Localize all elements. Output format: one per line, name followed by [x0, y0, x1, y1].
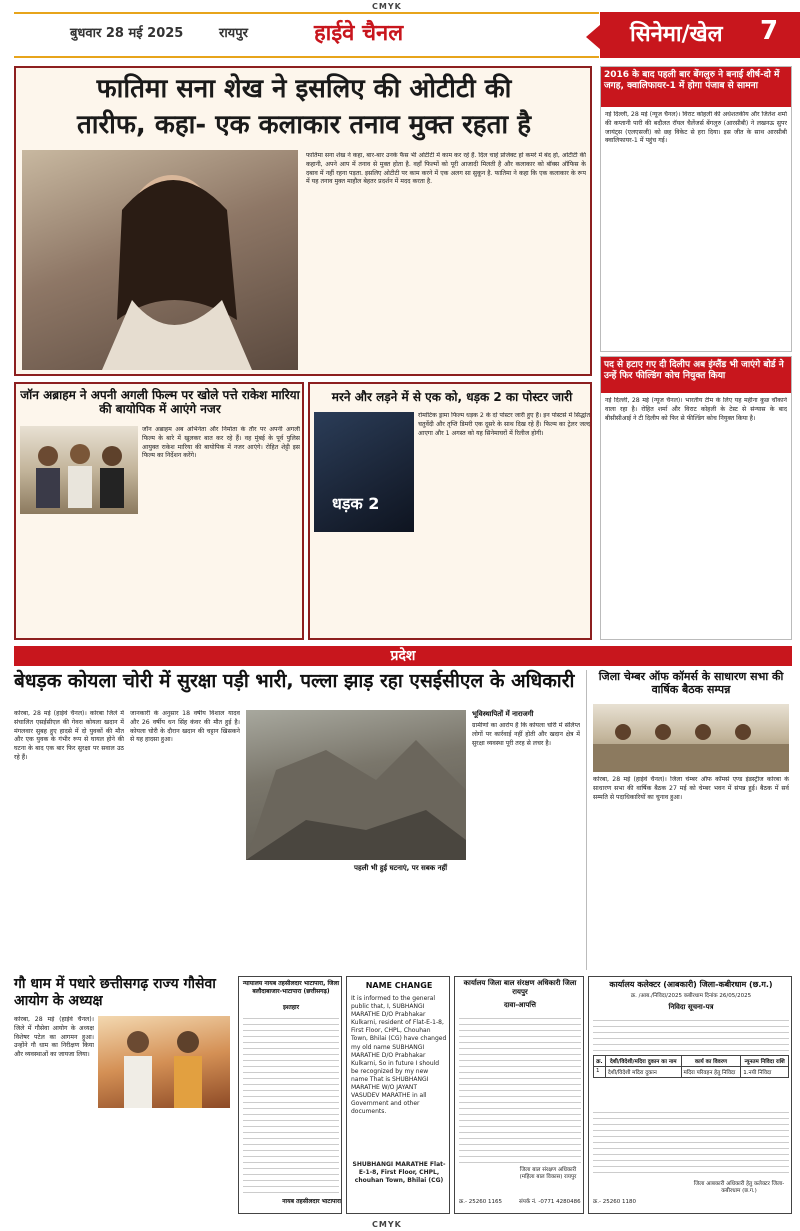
registrar-title: कार्यालय जिला बाल संरक्षण अधिकारी जिला रायपुर [463, 979, 577, 996]
kawardha-cell-4: 1.नयी निविदा [741, 1067, 789, 1078]
registrar-sub: दावा-आपत्ति [504, 1001, 536, 1009]
kawardha-cell-3: मदिरा परिवहन हेतु निविदा [681, 1067, 741, 1078]
name-change-notice [346, 976, 450, 1214]
header-left [14, 12, 599, 58]
kawardha-col-4: न्यूनतम निविदा राशि [741, 1056, 789, 1067]
lead-headline-1: फातिमा सना शेख ने इसलिए की ओटीटी की [96, 74, 512, 104]
cricket-body-1: नई दिल्ली, 28 मई (न्यूज चैनल)। विराट कोहली की अर्धशतकीय और जितेश शर्मा की कप्तानी पारी की बदौलत रॉयल चैलेंजर्स बेंगलुरु (आरसीबी) ने लखनऊ सुपर जायंट्स (एलएसजी) को छह विकेट से हरा दिया। इस जीत के साथ आरसीबी क्वालिफायर-1 में पहुंच गई। [605, 111, 787, 145]
registrar-notice [454, 976, 584, 1214]
court-notice-sub: इश्तहार [282, 1004, 300, 1011]
kawardha-phone: क्र.- 25260 1180 [593, 1199, 636, 1205]
gau-story [14, 976, 234, 1214]
dhadak-body: रोमांटिक ड्रामा फिल्म धड़क 2 के दो पोस्टर जारी हुए हैं। इन पोस्टर्स में सिद्धांत चतुर्वेदी और तृप्ति डिमरी एक दूसरे के साथ दिख रहे हैं। फिल्म का ट्रेलर जल्द आएगा और 1 अगस्त को यह सिनेमाघरों में रिलीज होगी। [418, 412, 590, 437]
kawardha-col-1: क्र. [594, 1056, 606, 1067]
people-garland-icon [98, 1016, 230, 1108]
coal-photo [246, 710, 466, 860]
section-band: प्रदेश [14, 646, 792, 666]
gau-headline: गौ धाम में पधारे छत्तीसगढ़ राज्य गौसेवा आयोग के अध्यक्ष [14, 976, 216, 1009]
dhadak-headline: मरने और लड़ने में से एक को, धड़क 2 का पोस्टर जारी [331, 390, 573, 404]
rock-cliff-icon [246, 710, 466, 860]
court-notice-text-lines [243, 1013, 339, 1193]
coal-sub-1: भूविस्थापितों में नाराजगी [472, 710, 534, 718]
registrar-phone: क्र.- 25260 1165 [459, 1199, 502, 1205]
court-notice-footer: नायब तहसीलदार भाटापारा [282, 1198, 341, 1205]
name-change-sign: SHUBHANGI MARATHE Flat-E-1-8, First Floor, CHPL, chouhan Town, Bhilai (CG) [352, 1161, 446, 1185]
gau-body: कोरबा, 28 मई (हाईवे चैनल)। जिले में गौसेवा आयोग के अध्यक्ष विशेषर पटेल का आगमन हुआ। उन्होंने गौ धाम का निरीक्षण किया और व्यवस्थाओं का जायजा लिया। [14, 1016, 94, 1059]
registrar-footer: जिला बाल संरक्षण अधिकारी (महिला बाल विकास) रायपुर [519, 1167, 577, 1181]
kawardha-text-lines [593, 1015, 789, 1051]
cricket-story-2 [600, 356, 792, 640]
john-photo [20, 426, 138, 514]
section-title: सिनेमा/खेल [630, 22, 723, 47]
header-date: बुधवार 28 मई 2025 [70, 26, 184, 41]
lead-headline-2: तारीफ, कहा- एक कलाकार तनाव मुक्त रहता है [76, 110, 532, 140]
john-body: जॉन अब्राहम अब अभिनेता और निर्माता के तौर पर अपनी अगली फिल्म के बारे में खुलकर बात कर रहे हैं। वह मुंबई के पूर्व पुलिस आयुक्त राकेश मारिया की बायोपिक में नजर आएंगे। रोहित शेट्टी इस फिल्म का निर्देशन करेंगे। [142, 426, 300, 460]
john-story [14, 382, 304, 640]
commerce-headline: जिला चेम्बर ऑफ कॉमर्स के साधारण सभा की वार्षिक बैठक सम्पन्न [598, 670, 784, 697]
coal-body-3: ग्रामीणों का आरोप है कि कोयला चोरी में संलिप्त लोगों पर कार्रवाई नहीं होती और खदान क्षेत्र में सुरक्षा व्यवस्था पूरी तरह से लचर है। [472, 722, 580, 747]
cmyk-mark-top: CMYK [372, 2, 402, 11]
commerce-photo [593, 704, 789, 772]
header-right [600, 12, 800, 58]
cricket-headline-1: 2016 के बाद पहली बार बेंगलुरु ने बनाई शीर्ष-दो में जगह, क्वालिफायर-1 में होगा पंजाब से सामना [601, 67, 791, 107]
john-headline: जॉन अब्राहम ने अपनी अगली फिल्म पर खोले पत्ते राकेश मारिया की बायोपिक में आएंगे नजर [20, 388, 300, 417]
cricket-body-2: नई दिल्ली, 28 मई (न्यूज चैनल)। भारतीय टीम के लिए यह महीना कुछ चौंकाने वाला रहा है। रोहित शर्मा और विराट कोहली के टेस्ट से संन्यास के बाद बीसीसीआई ने टी दिलीप को फिर से फील्डिंग कोच नियुक्त किया है। [605, 397, 787, 422]
court-notice-title: न्यायालय नायब तहसीलदार भाटापारा, जिला बलौदाबाजार-भाटापारा (छत्तीसगढ़) [242, 980, 340, 995]
kawardha-table [593, 1055, 789, 1078]
kawardha-col-2: देशी/विदेशी/मदिरा दुकान का नाम [605, 1056, 681, 1067]
group-people-icon [20, 426, 138, 514]
coal-sub-2: पहली भी हुई घटनाएं, पर सबक नहीं [354, 864, 448, 872]
kawardha-ref: क्र. /आब./निविदा/2025 कबीरधाम दिनांक 26/05/2025 [630, 993, 752, 999]
name-change-title: NAME CHANGE [365, 981, 433, 990]
coal-headline: बेधड़क कोयला चोरी में सुरक्षा पड़ी भारी, पल्ला झाड़ रहा एसईसीएल के अधिकारी [14, 670, 575, 692]
kawardha-title: कार्यालय कलेक्टर (आबकारी) जिला-कबीरधाम (छ.ग.) [609, 980, 773, 989]
meeting-group-icon [593, 704, 789, 772]
name-change-body: It is informed to the general public that, I, SUBHANGI MARATHE D/O Prabhakar Kulkarni, resident of Flat-E-1-8, First Floor, CHPL, Chouhan Town, Bhilai (CG) have changed my old name SUBHANGI MARATHE D/O Prabhakar Kulkarni, So in future I should be recognized by my new name That is SHUBHANGI MARATHE W/O JAYANT VASUDEV MARATHE in all Government and other documents. [351, 995, 447, 1116]
kawardha-footer: जिला आबकारी अधिकारी हेतु कलेक्टर जिला-कबीरधाम (छ.ग.) [693, 1181, 785, 1195]
page-number: 7 [760, 16, 779, 46]
registrar-text-lines [459, 1013, 581, 1163]
header-brand: हाईवे चैनल [314, 21, 404, 46]
dhadak-poster-title: धड़क 2 [332, 494, 380, 513]
header-city: रायपुर [219, 26, 248, 41]
kawardha-cell-1: 1 [594, 1067, 606, 1078]
court-notice [238, 976, 342, 1214]
kawardha-notice [588, 976, 792, 1214]
dhadak-poster [314, 412, 414, 532]
commerce-body: कोरबा, 28 मई (हाईवे चैनल)। जिला चेम्बर ऑफ कॉमर्स एण्ड इंडस्ट्रीज कोरबा के साधारण सभा की वार्षिक बैठक 27 मई को चेम्बर भवन में संपन्न हुई। बैठक में सर्व सम्मति से पदाधिकारियों का चुनाव हुआ। [593, 776, 789, 801]
kawardha-sub: निविदा सूचना-पत्र [668, 1003, 714, 1011]
registrar-email: संपर्क नं. -0771 4280486 [519, 1199, 581, 1205]
actress-silhouette-icon [22, 150, 298, 370]
coal-body-2: जानकारी के अनुसार 18 वर्षीय विशाल यादव और 26 वर्षीय धन सिंह कंवर की मौत हुई है। कोयला चोरी के दौरान खदान की चट्टान खिसकने से यह हादसा हुआ। [130, 710, 240, 744]
gau-photo [98, 1016, 230, 1108]
lead-photo [22, 150, 298, 370]
kawardha-cell-2: देशी/विदेशी मदिरा दुकान [605, 1067, 681, 1078]
cricket-story-1 [600, 66, 792, 352]
dhadak-story [308, 382, 592, 640]
lead-story [14, 66, 592, 376]
kawardha-text-lines-2 [593, 1107, 789, 1177]
cmyk-mark-bottom: CMYK [372, 1220, 402, 1229]
coal-story [14, 670, 580, 970]
commerce-story [586, 670, 792, 970]
cricket-headline-2: पद से हटाए गए दी दिलीप अब इंग्लैंड भी जाएंगे बोर्ड ने उन्हें फिर फील्डिंग कोच नियुक्त किया [601, 357, 791, 393]
page-header [0, 12, 800, 58]
coal-body-1: कोरबा, 28 मई (हाईवे चैनल)। कोरबा जिले में संचालित एसईसीएल की गेवरा कोयला खदान में मंगलवार सुबह हुए हादसे में दो युवकों की मौत और एक युवक के गंभीर रूप से घायल होने की घटना के बाद एक बार फिर सुरक्षा पर सवाल उठ रहे हैं। [14, 710, 124, 761]
kawardha-col-3: कार्य का विवरण [681, 1056, 741, 1067]
lead-body: फातिमा सना शेख ने कहा, बार-बार उनके फैंस भी ओटीटी में काम कर रहे हैं. दिल चाहे प्रोजेक्ट हो कमरे में बंद हो, ओटीटी की कहानी, अपने आप में तनाव से मुक्त होता है. वहाँ फिल्मों को पूरी आजादी मिलती है और कलाकार को बॉक्स ऑफिस के दबाव में नहीं रहना पड़ता. इसलिए ओटीटी पर काम करने में एक अलग सा सुकून है. फातिमा ने कहा कि एक कलाकार के रूप में यह तनाव मुक्त माहौल बेहतर प्रदर्शन में मदद करता है. [306, 152, 586, 186]
